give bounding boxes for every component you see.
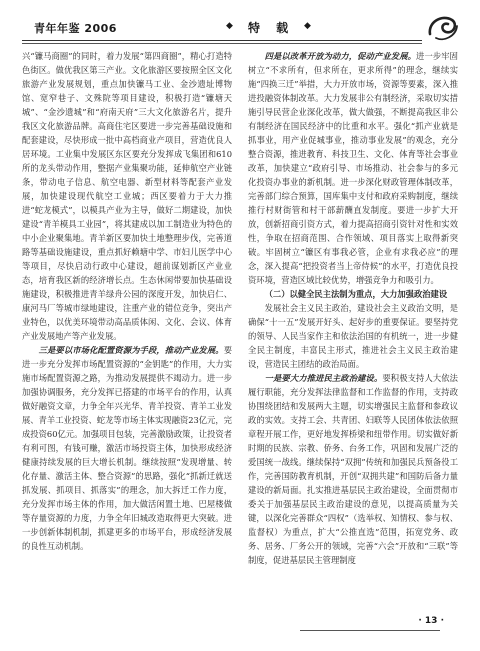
left-column bbox=[22, 49, 232, 609]
header-rule-thin bbox=[22, 43, 422, 44]
paragraph-text: 发展社会主义民主政治，建设社会主义政治文明，是确保“十一五”发展开好头、起好步的重要保证。要坚持党的领导、人民当家作主和依法治国的有机统一，进一步健全民主制度，丰富民主形式，推进社会主义民主政治建设，营造民主团结的政治局面。 bbox=[248, 303, 458, 369]
paragraph-text: 要积极支持人大依法履行职能，充分发挥法律监督和工作监督的作用，支持政协围绕团结和发展两大主题，切实增强民主监督和参政议政的实效。支持工会、共青团、妇联等人民团体依法依照章程开展工作，更好地发挥桥梁和纽带作用。切实做好新时期的民族、宗教、侨务、台务工作，巩固和发展广泛的爱国统一战线。继续保持“双拥”传统和加强民兵预备役工作，完善国防教育机制，开创“双拥共建”和国防后备力量建设的新局面。扎实推进基层民主政治建设，全面贯彻市委关于加强基层民主政治建设的意见，以提高质量为关键，以深化完善群众“四权”（选举权、知情权、参与权、监督权）为重点，扩大“公推直选”范围，拓宽党务、政务、居务、厂务公开的领域，完善“六会”开放和“三联”等制度，促进基层民主管理制度 bbox=[248, 373, 458, 565]
footer-rule bbox=[300, 630, 440, 631]
swirl-logo-icon bbox=[426, 12, 460, 42]
right-column bbox=[248, 49, 458, 609]
header-rule bbox=[22, 40, 422, 41]
paragraph-text: 兴“镰马商圈”的同时，着力发展“第四商圈”，精心打造特色街区。做优我区第三产业。文化旅游区要按照全区文化旅游产业发展规划，重点加快镰马工业、金沙遗址博物馆、宽窄巷子、文殊院等项目建设，积极打造“镰塘天城”、“金沙遗城”和“府南天府”三大文化旅游名片，提升我区文化旅游品牌。高商住宅区要进一步完善基础设施和配套建设，尽快形成一批中高档商业产项目，营造优良人居环境。工业集中发展区东区要充分发挥成飞集团和610所的龙头带动作用，整据产业集聚功能，延伸航空产业链条，带动电子信息、航空电器、新型材料等配套产业发展，加快建设现代航空工业城；西区要着力于大力推进“蛇龙模式”，以模具产业为主导，做好二期建设，加快建设“青羊模具工业园”，将其建成以加工制造业为特色的中小企业聚集地。青羊新区要加快土地整理步伐，完善道路等基础设施建设，重点抓好赖塘中学、市妇儿医学中心等项目，尽快启动行政中心建设，超前谋划新区产业业态，培育我区新的经济增长点。生态休闲带要加快基础设施建设，积极推进青羊绿舟公园的深度开发，加快启仁、康河马厂等城市绿地建设，注重产业的错位竞争，突出产业特色，以优美环境带动高品质体闲、文化、会议、体育产业发展地产等产业发展。 bbox=[22, 51, 232, 341]
paragraph-text: 要进一步充分发挥市场配置资源的“金钥匙”的作用，大力实施市场配置资源之路，为推动发展提供不竭动力。进一步加强协调服务，充分发挥已搭建的市场平台的作用，认真做好融资文章，力争全年兴光华、青羊投资、青羊工业发展、青羊工业投资、蛇龙等市场主体实现融资23亿元，完成投资60亿元。加强项目包装，完善激励政策，让投资者有利可图，有钱可赚，激活市场投资主体，加快形成经济健康持续发展的巨大增长机制。继续按照“发现增量、转化存量、激活主体、整合资源”的思路，强化“抓新迁就送抓发展、抓项目、抓落实”的理念，加大拆迁工作力度，充分发挥市场主体的作用，加大做活闲置土地、巴屋楼做等存量资源的力度，力争全年旧城改造取得更大突破。进一步创新体制机制，抓建更多的市场平台，形成经济发展的良性互动机制。 bbox=[22, 345, 232, 551]
page-header bbox=[22, 14, 460, 40]
paragraph-lead: 三是要以市场化配置资源为手段，推动产业发展。 bbox=[38, 345, 224, 355]
body-paragraph bbox=[248, 49, 458, 287]
body-paragraph bbox=[248, 371, 458, 567]
diamond-ornament-right: ◆ bbox=[304, 21, 311, 31]
body-paragraph bbox=[248, 301, 458, 371]
paragraph-text: 进一步牢固树立“不求所有，但求所在，更求所得”的理念，继续实施“四换三迁”举措，大力开放市场，资源等要素，深入推进投融资体制改革。大力发展非公有制经济，采取切实措施引导民营企业深化改革，做大做强，不断提高我区非公有制经济在国民经济中的比重和水平。强化“抓产业就是抓事业，用产业促城事业，推动事业发展”的观念，充分整合资源，推进教育、科技卫生、文化、体育等社会事业改革，加快建立“政府引导、市场推动、社会参与的多元化投资办事业的新机制。进一步深化财政管理体制改革，完善部门综合预算，国库集中支付和政府采购制度，继续推行村财街管和村干部薪酬直发制度。要进一步扩大开放，创新招商引资方式，着力提高招商引资针对性和实效性，争取在招商范围、合作领域、项目落实上取得新突破。牢固树立“镰区有事我必管，企业有求我必应”的理念，深入提高“把投资者当上帝侍候”的水平，打造优良投资环境，营造区域比较优势，增强竞争力和吸引力。 bbox=[248, 51, 458, 285]
diamond-ornament-left: ◆ bbox=[226, 21, 233, 31]
paragraph-lead: 一是要大力推进民主政治建设。 bbox=[264, 373, 383, 383]
body-paragraph bbox=[22, 49, 232, 343]
section-subheading: （二）以健全民主法制为重点，大力加强政治建设 bbox=[264, 289, 448, 299]
page-number: · 13 · bbox=[418, 616, 444, 626]
book-title: 青年年鉴 2006 bbox=[34, 22, 117, 35]
paragraph-lead: 四是以改革开放为动力，促动产业发展。 bbox=[264, 51, 417, 61]
section-title: 特 载 bbox=[248, 21, 295, 35]
body-paragraph bbox=[22, 343, 232, 553]
